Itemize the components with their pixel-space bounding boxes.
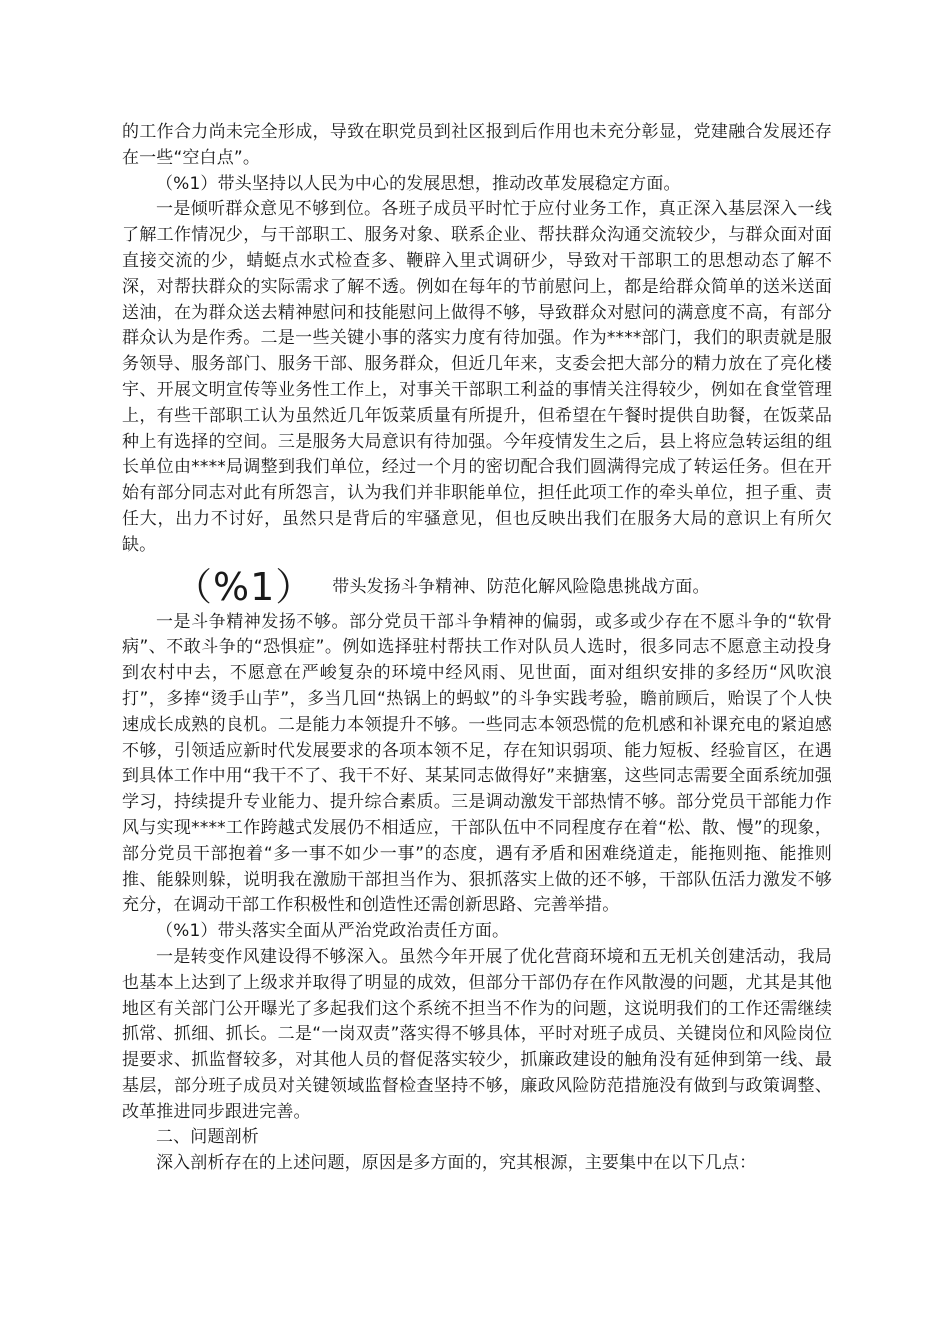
paragraph-analysis-intro: 深入剖析存在的上述问题，原因是多方面的，究其根源，主要集中在以下几点： — [156, 1153, 757, 1174]
section-heading-struggle-spirit — [122, 564, 832, 609]
paragraph-continuation: 的工作合力尚未完全形成，导致在职党员到社区报到后作用也未充分彰显，党建融合发展还存在一些“空白点”。 — [122, 122, 832, 168]
section-heading-party-governance: （%1）带头落实全面从严治党政治责任方面。 — [156, 921, 510, 942]
paragraph-struggle-spirit: 一是斗争精神发扬不够。部分党员干部斗争精神的偏弱，或多或少存在不愿斗争的“软骨病”、不敢斗争的“恐惧症”。例如选择驻村帮扶工作对队员人选时，很多同志不愿意主动投身到农村中去，不愿意在严峻复杂的环境中经风雨、见世面，面对组织安排的多经历“风吹浪打”，多捧“烫手山芋”，多当几回“热锅上的蚂蚁”的斗争实践考验，瞻前顾后，贻误了个人快速成长成熟的良机。二是能力本领提升不够。一些同志本领恐慌的危机感和补课充电的紧迫感不够，引领适应新时代发展要求的各项本领不足，存在知识弱项、能力短板、经验盲区，在遇到具体工作中用“我干不了、我干不好、某某同志做得好”来搪塞，这些同志需要全面系统加强学习，持续提升专业能力、提升综合素质。三是调动激发干部热情不够。部分党员干部能力作风与实现****工作跨越式发展仍不相适应，干部队伍中不同程度存在着“松、散、慢”的现象，部分党员干部抱着“多一事不如少一事”的态度，遇有矛盾和困难绕道走，能拖则拖、能推则推、能躲则躲，说明我在激励干部担当作为、狠抓落实上做的还不够，干部队伍活力激发不够充分，在调动干部工作积极性和创造性还需创新思路、完善举措。 — [122, 611, 832, 916]
section-heading-people-centered: （%1）带头坚持以人民为中心的发展思想，推动改革发展稳定方面。 — [156, 173, 681, 194]
section-heading-problem-analysis: 二、问题剖析 — [156, 1127, 259, 1148]
paragraph-listening-to-masses: 一是倾听群众意见不够到位。各班子成员平时忙于应付业务工作，真正深入基层深入一线了解工作情况少，与干部职工、服务对象、联系企业、帮扶群众沟通交流较少，与群众面对面直接交流的少，蜻蜓点水式检查多、鞭辟入里式调研少，导致对干部职工的思想动态了解不深，对帮扶群众的实际需求了解不透。例如在每年的节前慰问上，都是给群众简单的送米送面送油，在为群众送去精神慰问和技能慰问上做得不够，导致群众对慰问的满意度不高，有部分群众认为是作秀。二是一些关键小事的落实力度有待加强。作为****部门，我们的职责就是服务领导、服务部门、服务干部、服务群众，但近几年来，支委会把大部分的精力放在了亮化楼宇、开展文明宣传等业务性工作上，对事关干部职工利益的事情关注得较少，例如在食堂管理上，有些干部职工认为虽然近几年饭菜质量有所提升，但希望在午餐时提供自助餐，在饭菜品种上有选择的空间。三是服务大局意识有待加强。今年疫情发生之后，县上将应急转运组的组长单位由****局调整到我们单位，经过一个月的密切配合我们圆满得完成了转运任务。但在开始有部分同志对此有所怨言，认为我们并非职能单位，担任此项工作的牵头单位，担子重、责任大，出力不讨好，虽然只是背后的牢骚意见，但也反映出我们在服务大局的意识上有所欠缺。 — [122, 199, 832, 555]
heading-text: 带头发扬斗争精神、防范化解风险隐患挑战方面。 — [332, 576, 710, 597]
heading-number: （%1） — [174, 564, 315, 609]
document-page — [122, 120, 832, 1177]
paragraph-work-style: 一是转变作风建设得不够深入。虽然今年开展了优化营商环境和五无机关创建活动，我局也基本上达到了上级求并取得了明显的成效，但部分干部仍存在作风散漫的问题，尤其是其他地区有关部门公开曝光了多起我们这个系统不担当不作为的问题，这说明我们的工作还需继续抓常、抓细、抓长。二是“一岗双责”落实得不够具体，平时对班子成员、关键岗位和风险岗位提要求、抓监督较多，对其他人员的督促落实较少，抓廉政建设的触角没有延伸到第一线、最基层，部分班子成员对关键领域监督检查坚持不够，廉政风险防范措施没有做到与政策调整、改革推进同步跟进完善。 — [122, 946, 832, 1122]
